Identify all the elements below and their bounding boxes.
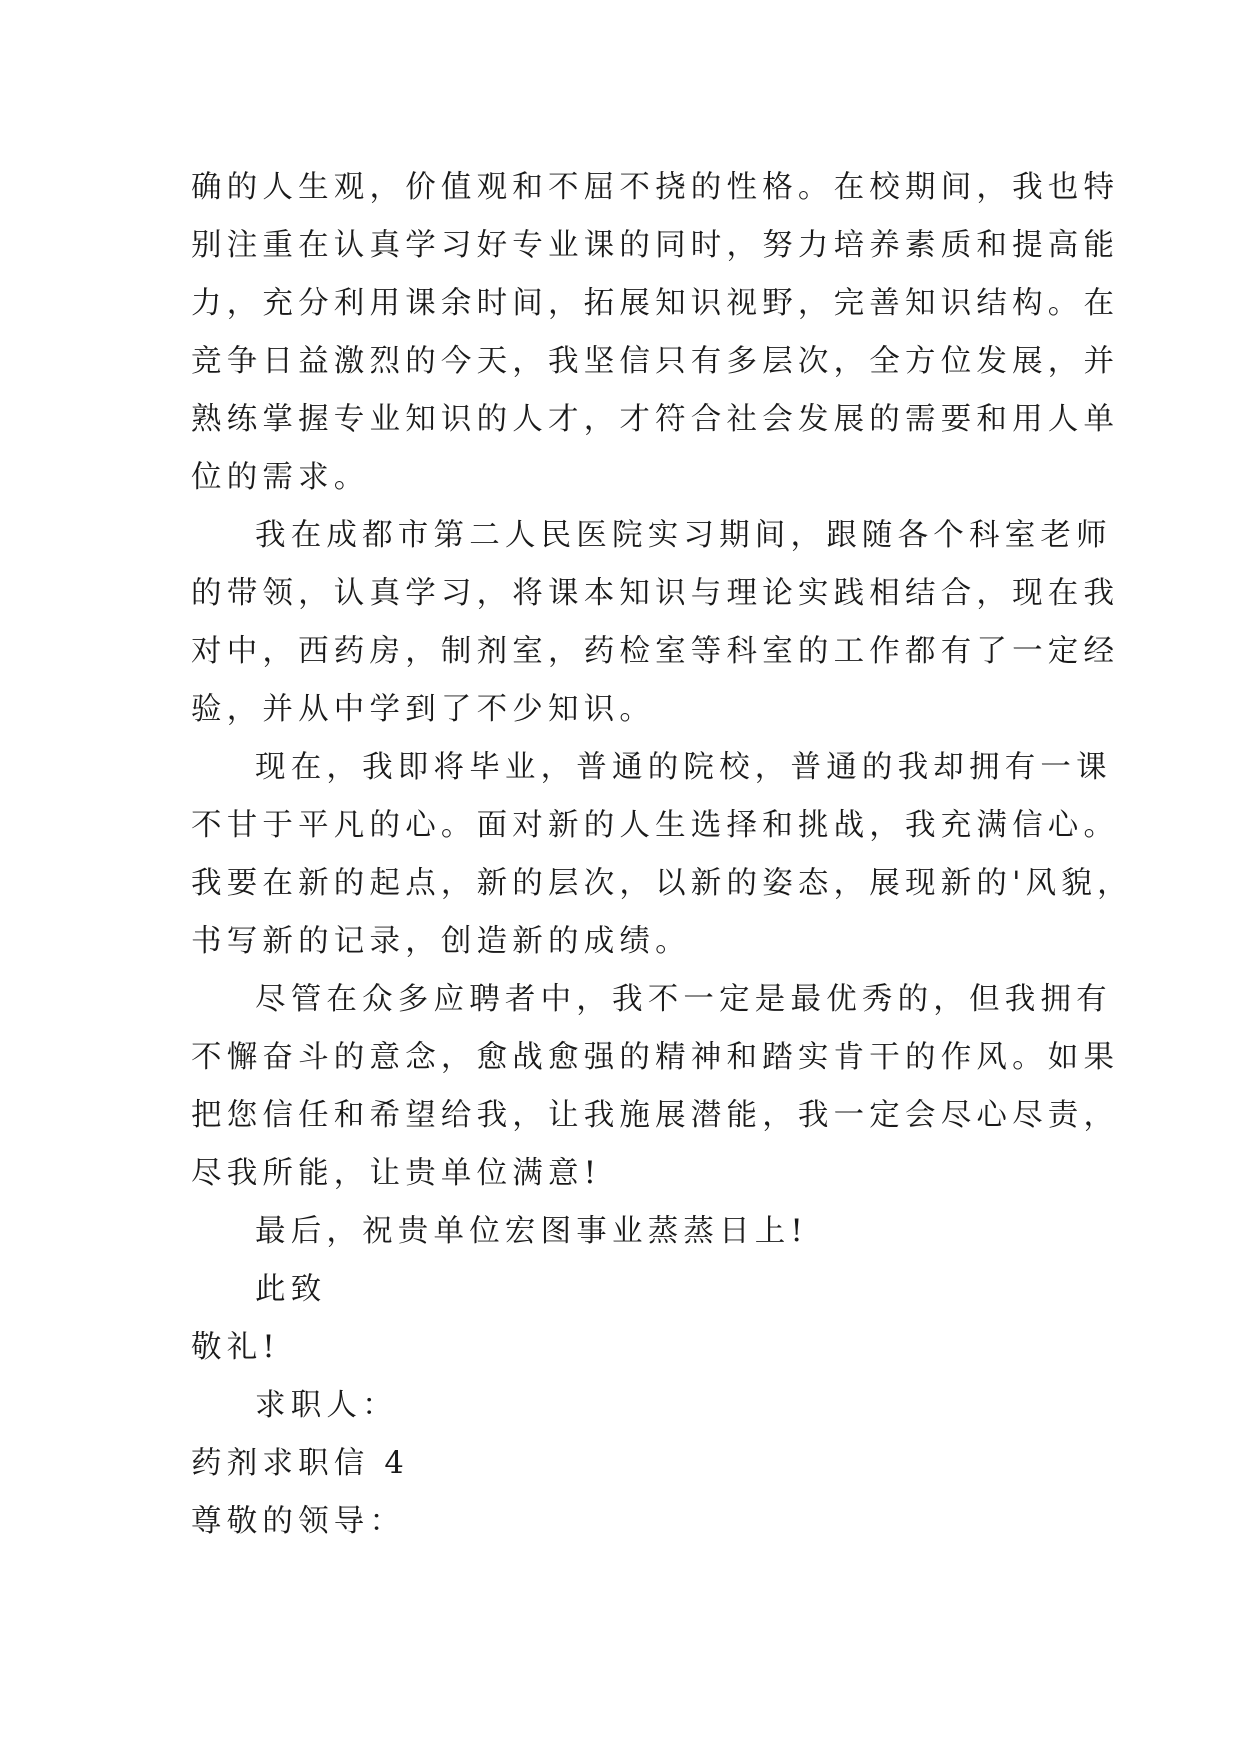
closing-wish: 最后，祝贵单位宏图事业蒸蒸日上! [255, 1214, 808, 1249]
paragraph-start-line: 尽管在众多应聘者中，我不一定是最优秀的，但我拥有 [255, 982, 1112, 1017]
text-line: 的带领，认真学习，将课本知识与理论实践相结合，现在我 [191, 576, 1120, 611]
section-heading: 药剂求职信 4 [191, 1446, 409, 1481]
text-line: 验，并从中学到了不少知识。 [191, 692, 656, 727]
text-line: 竞争日益激烈的今天，我坚信只有多层次，全方位发展，并 [191, 344, 1120, 379]
salutation-closing: 此致 [255, 1272, 327, 1307]
text-line: 不甘于平凡的心。面对新的人生选择和挑战，我充满信心。 [191, 808, 1120, 843]
salutation-regards: 敬礼! [191, 1330, 280, 1365]
text-line: 确的人生观，价值观和不屈不挠的性格。在校期间，我也特 [191, 170, 1120, 205]
text-line: 尽我所能，让贵单位满意! [191, 1156, 602, 1191]
text-line: 不懈奋斗的意念，愈战愈强的精神和踏实肯干的作风。如果 [191, 1040, 1120, 1075]
paragraph-start-line: 现在，我即将毕业，普通的院校，普通的我却拥有一课 [255, 750, 1112, 785]
paragraph-start-line: 我在成都市第二人民医院实习期间，跟随各个科室老师 [255, 518, 1112, 553]
text-line: 熟练掌握专业知识的人才，才符合社会发展的需要和用人单 [191, 402, 1120, 437]
text-line: 对中，西药房，制剂室，药检室等科室的工作都有了一定经 [191, 634, 1120, 669]
text-line: 力，充分利用课余时间，拓展知识视野，完善知识结构。在 [191, 286, 1120, 321]
letter-body [191, 159, 1133, 1551]
text-line: 位的需求。 [191, 460, 370, 495]
letter-greeting: 尊敬的领导： [191, 1504, 406, 1539]
text-line: 别注重在认真学习好专业课的同时，努力培养素质和提高能 [191, 228, 1120, 263]
text-line: 我要在新的起点，新的层次，以新的姿态，展现新的'风貌， [191, 866, 1133, 901]
signature-label: 求职人： [255, 1388, 398, 1423]
text-line: 书写新的记录，创造新的成绩。 [191, 924, 691, 959]
text-line: 把您信任和希望给我，让我施展潜能，我一定会尽心尽责， [191, 1098, 1120, 1133]
